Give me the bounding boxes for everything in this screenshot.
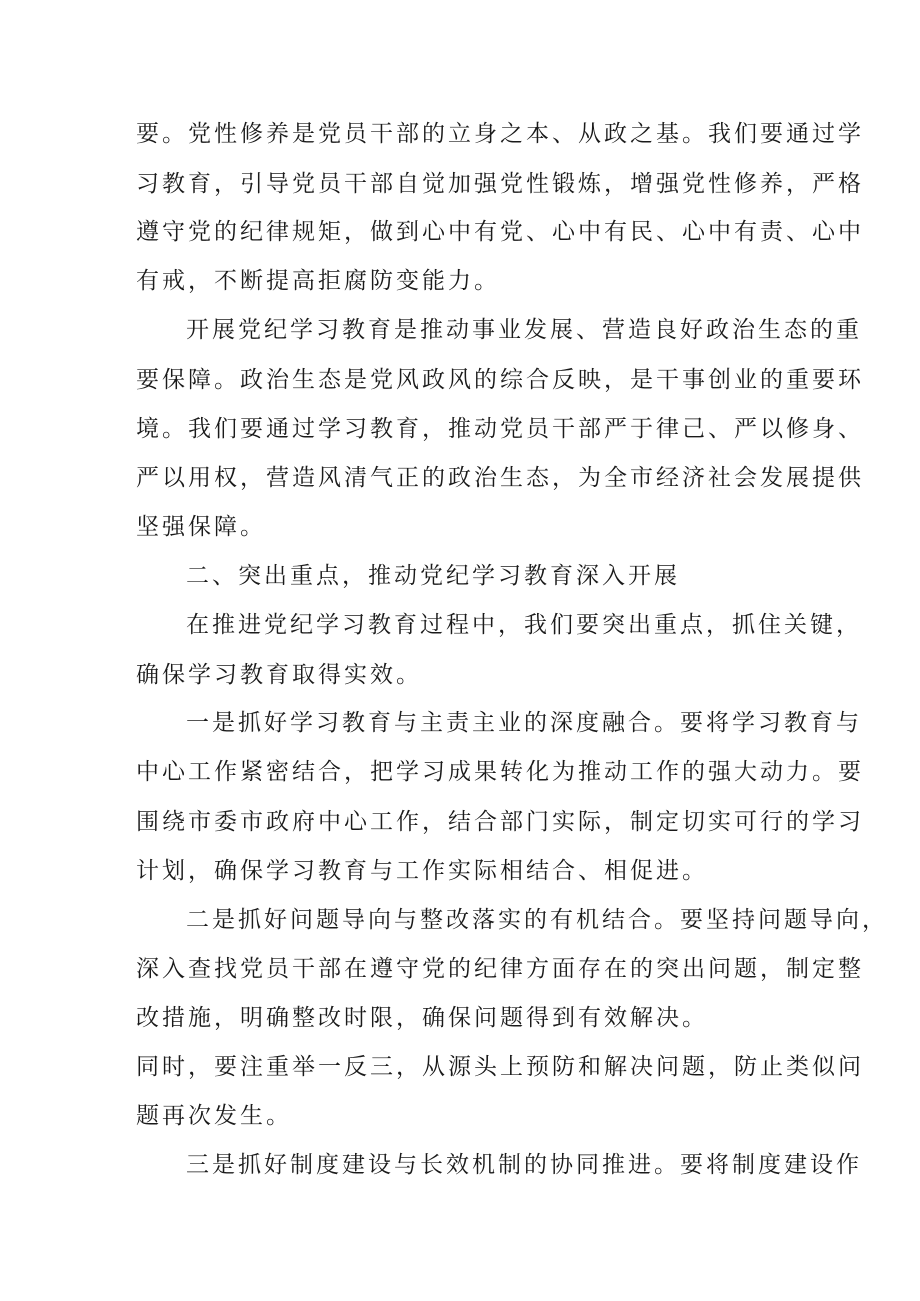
paragraph-first-line: 一是抓好学习教育与主责主业的深度融合。要将学习教育与	[186, 710, 862, 736]
paragraph-first-line: 三是抓好制度建设与长效机制的协同推进。要将制度建设作	[186, 1152, 862, 1178]
text-line: 严以用权，营造风清气正的政治生态，为全市经济社会发展提供	[136, 465, 864, 491]
text-line: 习教育，引导党员干部自觉加强党性锻炼，增强党性修养，严格	[136, 171, 864, 197]
text-line: 有戒，不断提高拒腐防变能力。	[136, 268, 500, 294]
text-line: 要保障。政治生态是党风政风的综合反映，是干事创业的重要环	[136, 367, 864, 393]
text-line: 中心工作紧密结合，把学习成果转化为推动工作的强大动力。要	[136, 759, 864, 785]
section-heading: 二、突出重点，推动党纪学习教育深入开展	[186, 563, 680, 589]
text-line: 深入查找党员干部在遵守党的纪律方面存在的突出问题，制定整	[136, 956, 864, 982]
text-line: 境。我们要通过学习教育，推动党员干部严于律己、严以修身、	[136, 416, 864, 442]
text-line: 要。党性修养是党员干部的立身之本、从政之基。我们要通过学	[136, 121, 864, 147]
text-line: 改措施，明确整改时限，确保问题得到有效解决。	[136, 1005, 708, 1031]
text-line: 确保学习教育取得实效。	[136, 662, 422, 688]
text-line: 坚强保障。	[136, 514, 266, 540]
paragraph-first-line: 开展党纪学习教育是推动事业发展、营造良好政治生态的重	[186, 317, 862, 343]
text-line: 同时，要注重举一反三，从源头上预防和解决问题，防止类似问	[136, 1054, 864, 1080]
text-line: 围绕市委市政府中心工作，结合部门实际，制定切实可行的学习	[136, 809, 864, 835]
text-line: 遵守党的纪律规矩，做到心中有党、心中有民、心中有责、心中	[136, 219, 864, 245]
text-line: 题再次发生。	[136, 1103, 292, 1129]
paragraph-first-line: 二是抓好问题导向与整改落实的有机结合。要坚持问题导向，	[186, 907, 888, 933]
text-line: 计划，确保学习教育与工作实际相结合、相促进。	[136, 858, 708, 884]
paragraph-first-line: 在推进党纪学习教育过程中，我们要突出重点，抓住关键，	[186, 612, 862, 638]
